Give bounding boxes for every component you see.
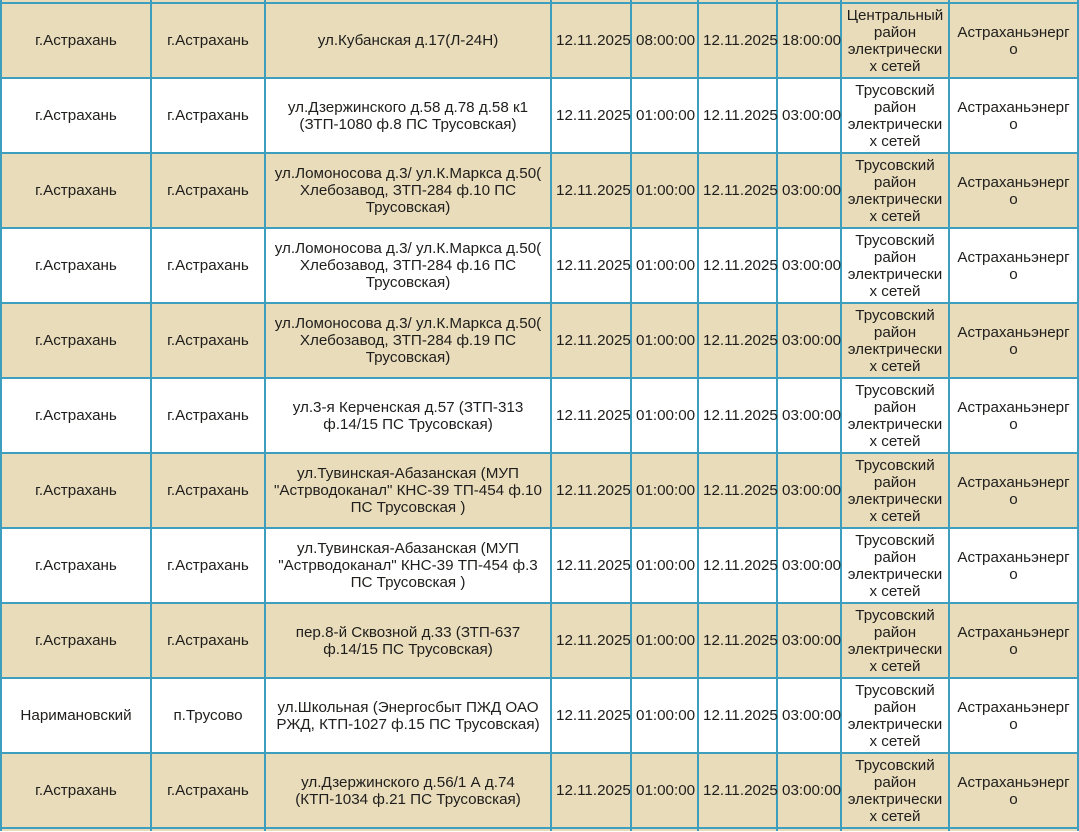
table-row: [1, 453, 1078, 528]
cell-start-time: 01:00:00: [631, 753, 698, 828]
cell-end-time: 03:00:00: [777, 528, 841, 603]
cell-settlement: г.Астрахань: [151, 78, 265, 153]
cell-settlement: г.Астрахань: [151, 378, 265, 453]
cell-start-date: 12.11.2025: [551, 378, 631, 453]
cell-start-date: 12.11.2025: [551, 753, 631, 828]
cell-address: пер.8-й Сквозной д.33 (ЗТП-637 ф.14/15 ПС Трусовская): [265, 603, 551, 678]
cropped-cell: [698, 828, 777, 831]
cell-network: Трусовский район электрических сетей: [841, 228, 949, 303]
cropped-row-bottom: [1, 828, 1078, 831]
cell-start-date: 12.11.2025: [551, 228, 631, 303]
cell-start-time: 08:00:00: [631, 3, 698, 78]
cell-district: г.Астрахань: [1, 378, 151, 453]
cell-network: Трусовский район электрических сетей: [841, 303, 949, 378]
table-row: [1, 153, 1078, 228]
cell-end-time: 18:00:00: [777, 3, 841, 78]
table-row: [1, 603, 1078, 678]
cropped-cell: [265, 828, 551, 831]
table-row: [1, 528, 1078, 603]
cell-start-date: 12.11.2025: [551, 78, 631, 153]
cell-start-date: 12.11.2025: [551, 453, 631, 528]
cell-end-date: 12.11.2025: [698, 378, 777, 453]
cell-end-time: 03:00:00: [777, 153, 841, 228]
cell-network: Трусовский район электрических сетей: [841, 453, 949, 528]
cell-start-time: 01:00:00: [631, 453, 698, 528]
cell-end-date: 12.11.2025: [698, 603, 777, 678]
cell-end-date: 12.11.2025: [698, 78, 777, 153]
cell-address: ул.Тувинская-Абазанская (МУП "Астрводоканал" КНС-39 ТП-454 ф.3 ПС Трусовская ): [265, 528, 551, 603]
cell-district: г.Астрахань: [1, 228, 151, 303]
cell-end-time: 03:00:00: [777, 78, 841, 153]
cell-address: ул.Школьная (Энергосбыт ПЖД ОАО РЖД, КТП-1027 ф.15 ПС Трусовская): [265, 678, 551, 753]
cell-address: ул.Тувинская-Абазанская (МУП "Астрводоканал" КНС-39 ТП-454 ф.10 ПС Трусовская ): [265, 453, 551, 528]
cell-district: г.Астрахань: [1, 753, 151, 828]
cropped-cell: [631, 828, 698, 831]
cropped-cell: [151, 828, 265, 831]
cell-company: Астраханьэнерго: [949, 78, 1078, 153]
cell-start-time: 01:00:00: [631, 528, 698, 603]
cell-settlement: г.Астрахань: [151, 303, 265, 378]
cell-district: г.Астрахань: [1, 3, 151, 78]
cell-end-date: 12.11.2025: [698, 453, 777, 528]
cell-address: ул.Дзержинского д.58 д.78 д.58 к1 (ЗТП-1080 ф.8 ПС Трусовская): [265, 78, 551, 153]
cell-district: г.Астрахань: [1, 303, 151, 378]
cropped-cell: [777, 828, 841, 831]
cell-start-time: 01:00:00: [631, 153, 698, 228]
cell-company: Астраханьэнерго: [949, 153, 1078, 228]
cropped-cell: [1, 828, 151, 831]
cell-start-date: 12.11.2025: [551, 603, 631, 678]
cell-start-date: 12.11.2025: [551, 528, 631, 603]
cell-settlement: г.Астрахань: [151, 228, 265, 303]
cell-end-time: 03:00:00: [777, 303, 841, 378]
cell-network: Трусовский район электрических сетей: [841, 603, 949, 678]
cell-settlement: г.Астрахань: [151, 153, 265, 228]
cell-company: Астраханьэнерго: [949, 753, 1078, 828]
cell-company: Астраханьэнерго: [949, 303, 1078, 378]
cell-company: Астраханьэнерго: [949, 3, 1078, 78]
cell-network: Центральный район электрических сетей: [841, 3, 949, 78]
table-row: [1, 228, 1078, 303]
table-row: [1, 378, 1078, 453]
cell-settlement: г.Астрахань: [151, 603, 265, 678]
table-row: [1, 753, 1078, 828]
cell-company: Астраханьэнерго: [949, 603, 1078, 678]
cell-start-date: 12.11.2025: [551, 678, 631, 753]
cell-company: Астраханьэнерго: [949, 453, 1078, 528]
cell-end-date: 12.11.2025: [698, 303, 777, 378]
cell-network: Трусовский район электрических сетей: [841, 78, 949, 153]
cell-start-time: 01:00:00: [631, 78, 698, 153]
cropped-cell: [551, 828, 631, 831]
cell-address: ул.Кубанская д.17(Л-24Н): [265, 3, 551, 78]
cell-end-time: 03:00:00: [777, 228, 841, 303]
cell-district: г.Астрахань: [1, 78, 151, 153]
cell-end-time: 03:00:00: [777, 378, 841, 453]
cell-start-time: 01:00:00: [631, 603, 698, 678]
cell-start-time: 01:00:00: [631, 228, 698, 303]
table-row: [1, 303, 1078, 378]
cell-start-date: 12.11.2025: [551, 153, 631, 228]
cell-network: Трусовский район электрических сетей: [841, 753, 949, 828]
cell-settlement: п.Трусово: [151, 678, 265, 753]
cell-address: ул.Дзержинского д.56/1 А д.74 (КТП-1034 ф.21 ПС Трусовская): [265, 753, 551, 828]
cell-end-date: 12.11.2025: [698, 753, 777, 828]
cell-network: Трусовский район электрических сетей: [841, 678, 949, 753]
cell-district: г.Астрахань: [1, 528, 151, 603]
cell-start-time: 01:00:00: [631, 678, 698, 753]
cell-settlement: г.Астрахань: [151, 3, 265, 78]
cell-settlement: г.Астрахань: [151, 453, 265, 528]
cell-company: Астраханьэнерго: [949, 528, 1078, 603]
cropped-cell: [841, 828, 949, 831]
cell-district: г.Астрахань: [1, 603, 151, 678]
cell-district: г.Астрахань: [1, 153, 151, 228]
cell-start-date: 12.11.2025: [551, 3, 631, 78]
cell-settlement: г.Астрахань: [151, 528, 265, 603]
table-row: [1, 78, 1078, 153]
cell-end-time: 03:00:00: [777, 603, 841, 678]
cell-end-date: 12.11.2025: [698, 228, 777, 303]
cell-address: ул.Ломоносова д.3/ ул.К.Маркса д.50( Хлебозавод, ЗТП-284 ф.19 ПС Трусовская): [265, 303, 551, 378]
cell-end-time: 03:00:00: [777, 678, 841, 753]
cell-network: Трусовский район электрических сетей: [841, 153, 949, 228]
cell-address: ул.Ломоносова д.3/ ул.К.Маркса д.50( Хлебозавод, ЗТП-284 ф.10 ПС Трусовская): [265, 153, 551, 228]
cell-network: Трусовский район электрических сетей: [841, 528, 949, 603]
cell-company: Астраханьэнерго: [949, 378, 1078, 453]
cell-district: г.Астрахань: [1, 453, 151, 528]
table-row: [1, 3, 1078, 78]
cell-network: Трусовский район электрических сетей: [841, 378, 949, 453]
cell-settlement: г.Астрахань: [151, 753, 265, 828]
cell-end-time: 03:00:00: [777, 453, 841, 528]
cell-end-date: 12.11.2025: [698, 528, 777, 603]
cell-start-time: 01:00:00: [631, 303, 698, 378]
cell-start-time: 01:00:00: [631, 378, 698, 453]
cell-end-date: 12.11.2025: [698, 678, 777, 753]
cell-company: Астраханьэнерго: [949, 678, 1078, 753]
cell-end-date: 12.11.2025: [698, 3, 777, 78]
cell-start-date: 12.11.2025: [551, 303, 631, 378]
cell-address: ул.Ломоносова д.3/ ул.К.Маркса д.50( Хлебозавод, ЗТП-284 ф.16 ПС Трусовская): [265, 228, 551, 303]
cell-district: Наримановский: [1, 678, 151, 753]
cropped-cell: [949, 828, 1078, 831]
table-row: [1, 678, 1078, 753]
cell-end-date: 12.11.2025: [698, 153, 777, 228]
cell-address: ул.3-я Керченская д.57 (ЗТП-313 ф.14/15 ПС Трусовская): [265, 378, 551, 453]
cell-company: Астраханьэнерго: [949, 228, 1078, 303]
cell-end-time: 03:00:00: [777, 753, 841, 828]
